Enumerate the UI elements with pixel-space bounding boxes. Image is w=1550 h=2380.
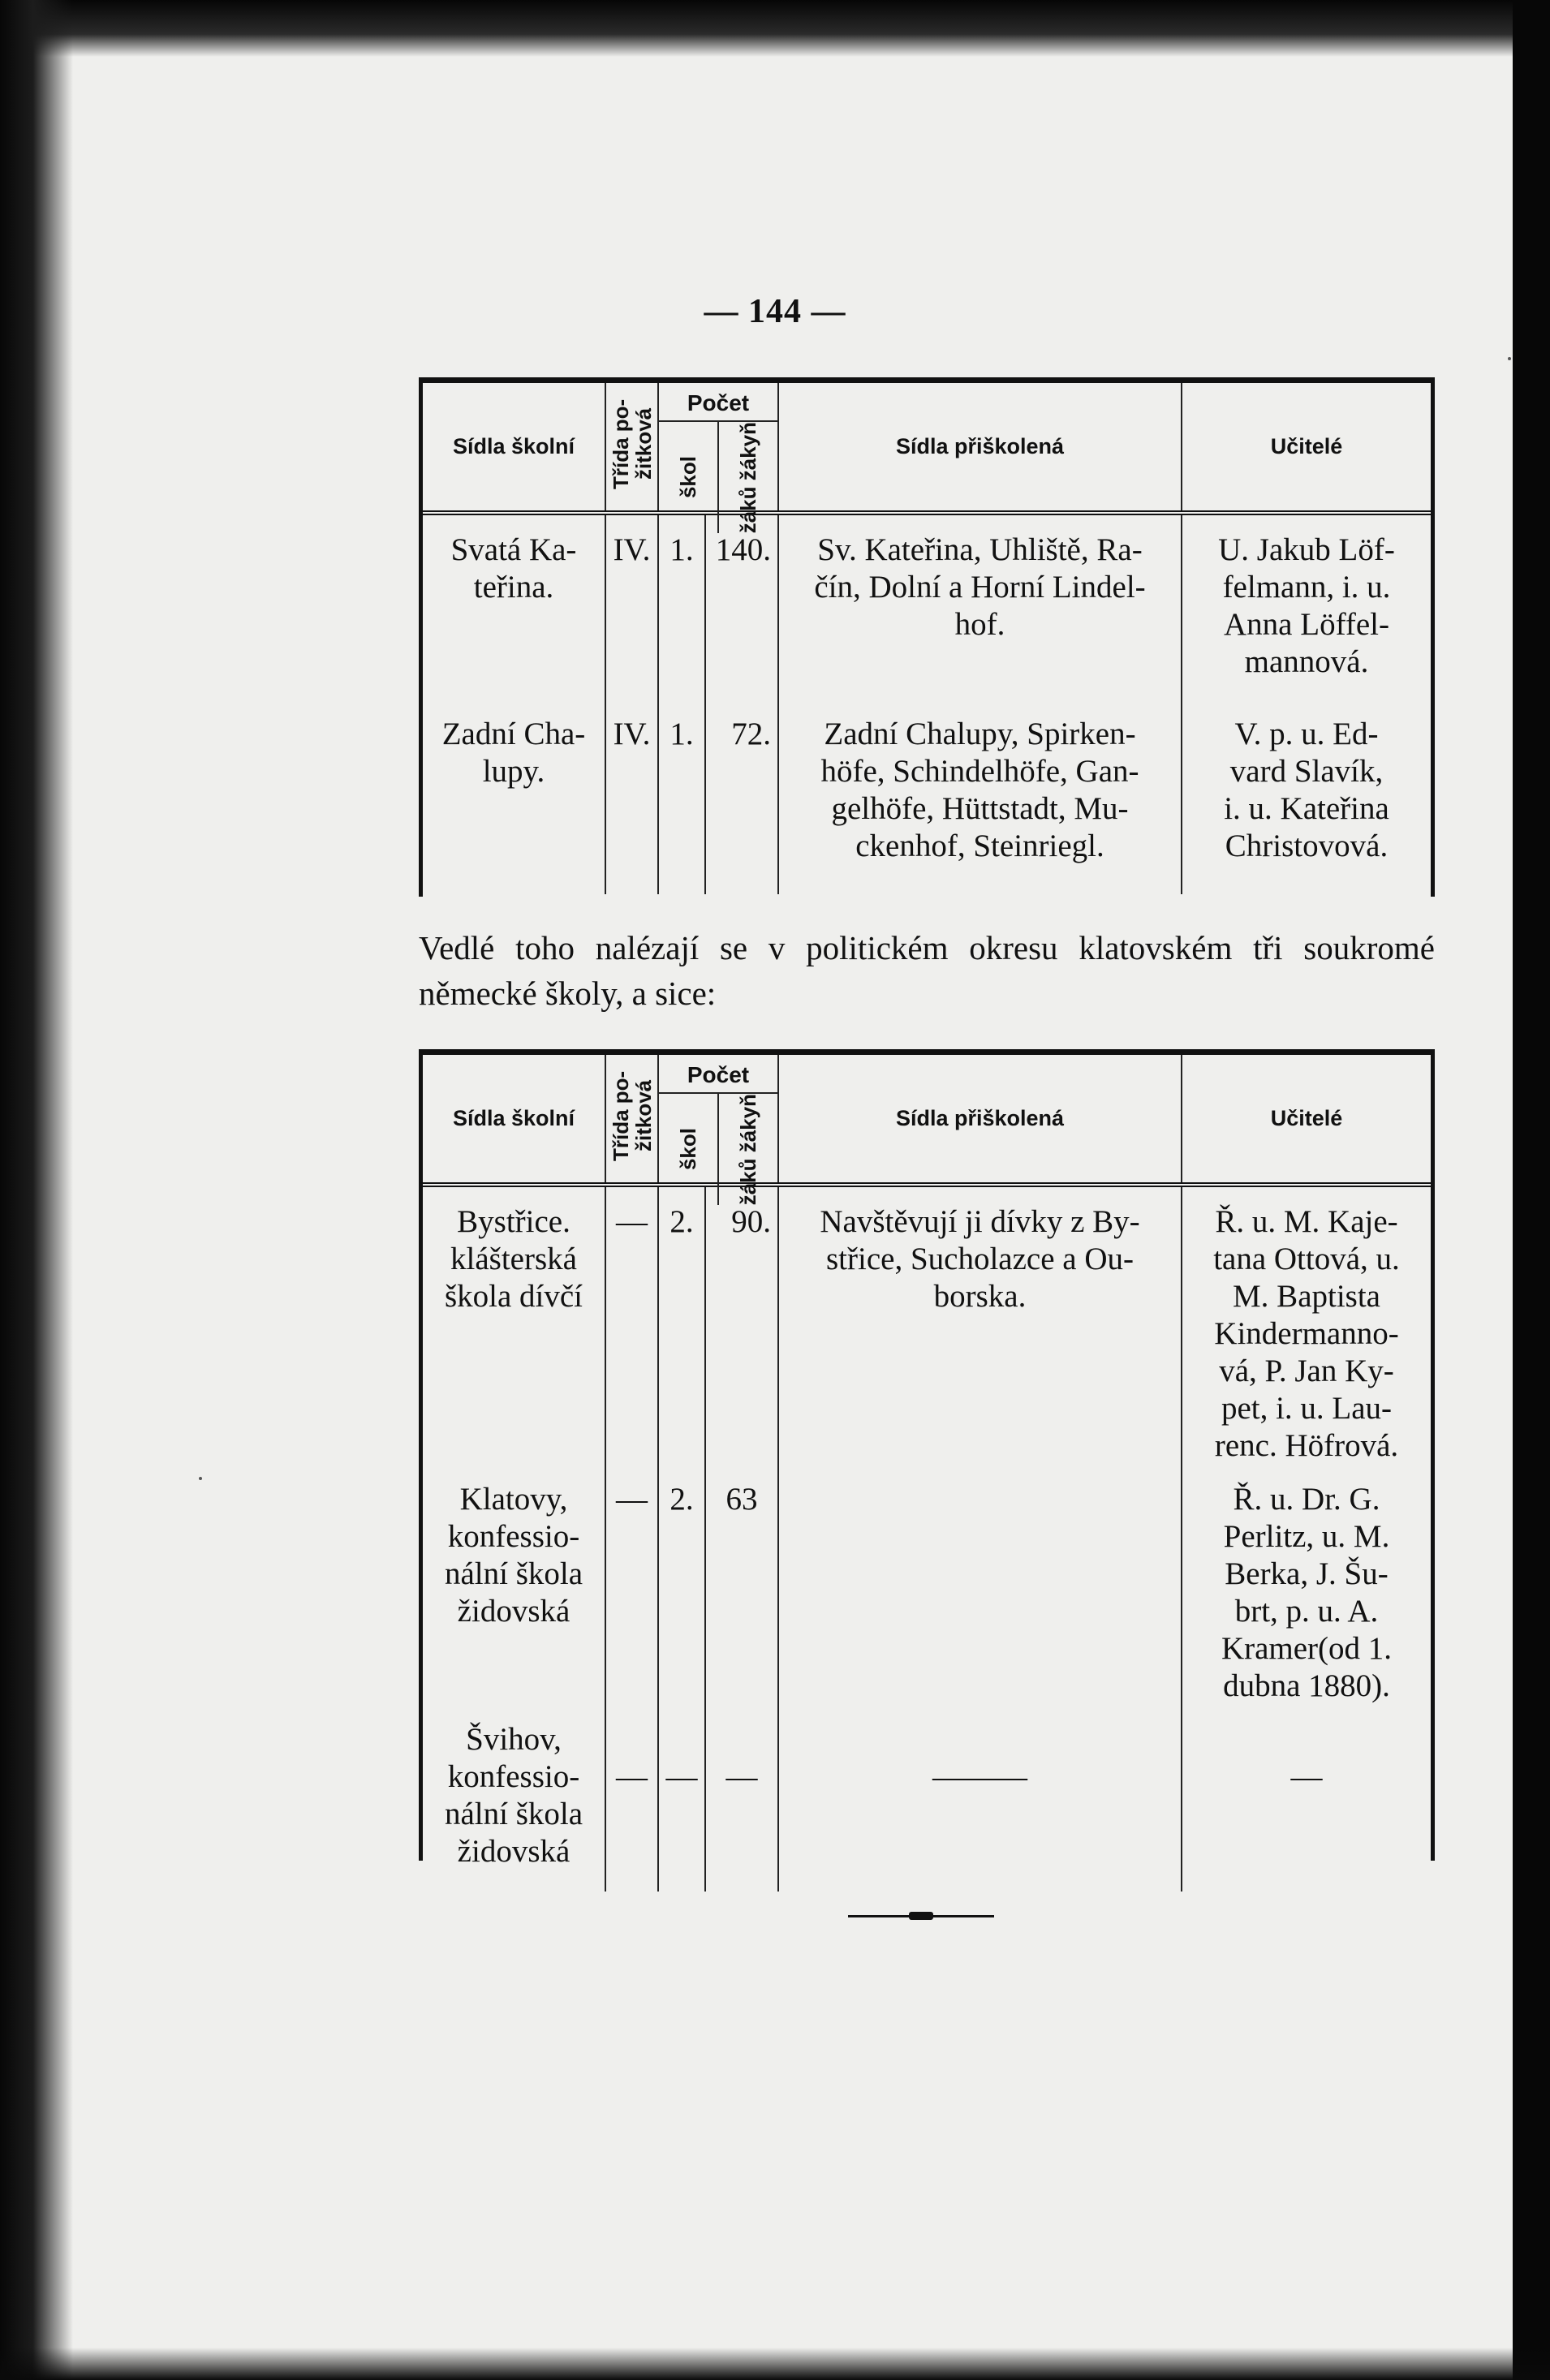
table-row: Zadní Cha- lupy. IV. 1. 72. Zadní Chalupy, Spirken- höfe, Schindelhöfe, Gan- gelhöfe, Hüttstadt, Mu- ckenhof, Steinriegl. V. p. u. Ed- vard Slavík, i. u. Kateřina Christovová. xyxy=(423,699,1431,894)
header-pocet: Počet škol žáků žákyň xyxy=(658,1055,778,1185)
scan-border-bottom xyxy=(0,2348,1550,2380)
page-number: — 144 — xyxy=(704,293,846,330)
header-sidla-skolni: Sídla školní xyxy=(452,1106,575,1130)
header-zaku: žáků žákyň xyxy=(736,1093,760,1205)
table-row: Svatá Ka- teřina. IV. 1. 140. Sv. Kateřina, Uhliště, Ra- čín, Dolní a Horní Lindel- hof. U. Jakub Löf- felmann, i. u. Anna Löffel- mannová. xyxy=(423,513,1431,699)
header-ucitele: Učitelé xyxy=(1182,383,1431,513)
header-skol: škol xyxy=(676,456,700,499)
header-skol: škol xyxy=(676,1128,700,1171)
schools-table-1 xyxy=(419,377,1435,897)
header-trida: Třída po-žitková xyxy=(605,383,658,513)
schools-table-2 xyxy=(419,1049,1435,1869)
end-ornament xyxy=(848,1913,994,1918)
header-zaku: žáků žákyň xyxy=(736,421,760,533)
header-ucitele: Učitelé xyxy=(1182,1055,1431,1185)
table-row: Klatovy, konfessio- nální škola židovská — 2. 63 Ř. u. Dr. G. Perlitz, u. M. Berka, J. Šu- brt, p. u. A. Kramer(od 1. dubna 1880). xyxy=(423,1465,1431,1705)
header-sidla-priskolena: Sídla přiškolená xyxy=(778,383,1182,513)
scan-border-top xyxy=(0,0,1550,57)
table-row: Švihov, konfessio- nální škola židovská — — — ——— — xyxy=(423,1705,1431,1892)
intro-paragraph: Vedlé toho nalézají se v politickém okresu klatovském tři soukromé německé školy, a sice: xyxy=(419,929,1435,1012)
table-header-row xyxy=(423,383,1431,513)
scan-speck xyxy=(1508,357,1511,360)
scan-speck xyxy=(199,1477,202,1480)
header-pocet: Počet škol žáků žákyň xyxy=(658,383,778,513)
scan-border-left xyxy=(0,0,73,2380)
header-sidla-skolni: Sídla školní xyxy=(452,434,575,458)
header-sidla-priskolena: Sídla přiškolená xyxy=(778,1055,1182,1185)
table-header-row xyxy=(423,1055,1431,1185)
header-trida: Třída po-žitková xyxy=(605,1055,658,1185)
scan-border-right xyxy=(1513,0,1550,2380)
table-row: Bystřice. klášterská škola dívčí — 2. 90. Navštěvují ji dívky z By- střice, Sucholazce a Ou- borska. Ř. u. M. Kaje- tana Ottová, u. M. Baptista Kindermanno- vá, P. Jan Ky- pet, i. u. Lau- renc. Höfrová. xyxy=(423,1185,1431,1465)
